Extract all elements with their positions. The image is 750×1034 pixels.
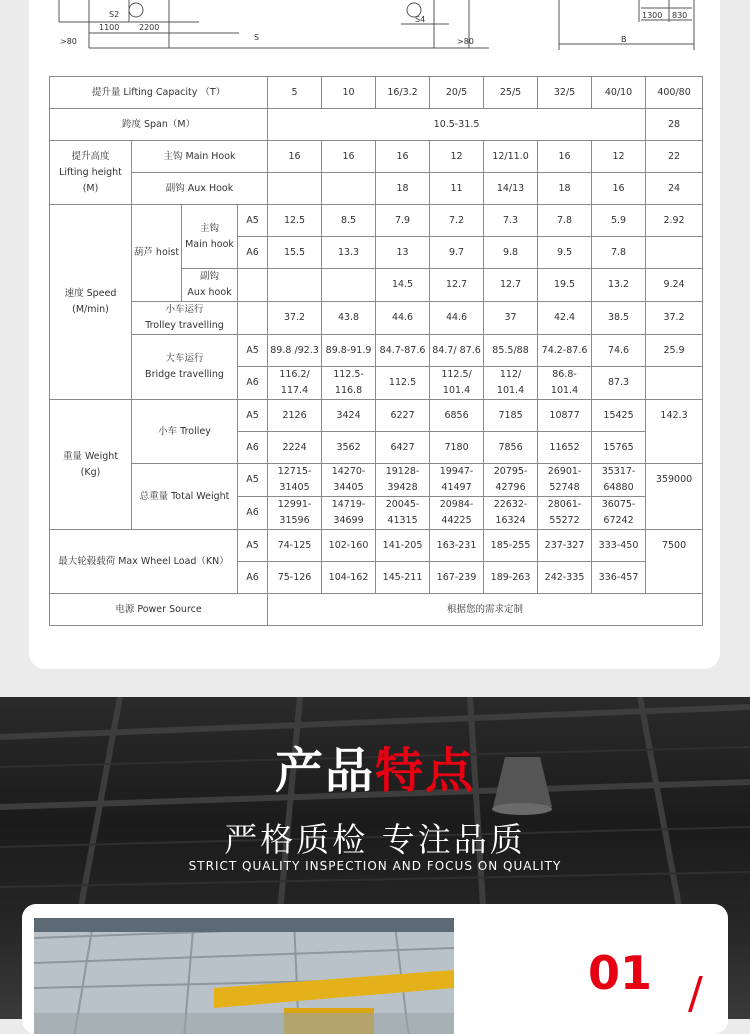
speed-cell <box>646 367 703 400</box>
class-label: A6 <box>238 497 268 530</box>
speed-cell: 14.5 <box>376 269 430 302</box>
aux-hook-cell <box>322 173 376 205</box>
speed-cell: 12.5 <box>268 205 322 237</box>
weight-cell: 12715- 31405 <box>268 464 322 497</box>
speed-cell: 112/ 101.4 <box>484 367 538 400</box>
main-hook-cell: 16 <box>268 141 322 173</box>
class-label: A5 <box>238 205 268 237</box>
aux-hook-label: 副钩 Aux Hook <box>132 173 268 205</box>
capacity-cell: 5 <box>268 77 322 109</box>
speed-cell: 89.8 /92.3 <box>268 335 322 367</box>
weight-cell: 15765 <box>592 432 646 464</box>
speed-cell: 37.2 <box>268 302 322 335</box>
weight-label: 重量 Weight (Kg) <box>50 400 132 530</box>
crane-dimension-drawing <box>29 0 720 62</box>
load-cell: 333-450 <box>592 530 646 562</box>
dim-830: 830 <box>672 11 688 20</box>
speed-cell: 112.5 <box>376 367 430 400</box>
weight-cell: 36075- 67242 <box>592 497 646 530</box>
class-label: A5 <box>238 335 268 367</box>
weight-cell: 3424 <box>322 400 376 432</box>
spec-card <box>29 0 720 669</box>
main-hook-cell: 22 <box>646 141 703 173</box>
weight-cell: 142.3 <box>646 400 703 464</box>
row-span <box>50 109 703 141</box>
speed-cell: 9.24 <box>646 269 703 302</box>
speed-cell: 9.7 <box>430 237 484 269</box>
load-cell: 104-162 <box>322 562 376 594</box>
speed-cell: 42.4 <box>538 302 592 335</box>
speed-cell: 25.9 <box>646 335 703 367</box>
weight-cell: 3562 <box>322 432 376 464</box>
load-cell: 336-457 <box>592 562 646 594</box>
weight-cell: 20795- 42796 <box>484 464 538 497</box>
speed-cell: 37.2 <box>646 302 703 335</box>
capacity-cell: 16/3.2 <box>376 77 430 109</box>
weight-cell: 6227 <box>376 400 430 432</box>
aux-hook-cell <box>268 173 322 205</box>
weight-cell: 22632- 16324 <box>484 497 538 530</box>
load-cell: 237-327 <box>538 530 592 562</box>
class-label: A6 <box>238 237 268 269</box>
speed-cell: 7.3 <box>484 205 538 237</box>
speed-cell: 8.5 <box>322 205 376 237</box>
class-label: A5 <box>238 464 268 497</box>
weight-cell: 359000 <box>646 464 703 530</box>
speed-cell: 7.2 <box>430 205 484 237</box>
hoist-main-hook-label: 主钩 Main hook <box>182 205 238 269</box>
dim-s2: S2 <box>109 10 120 19</box>
load-cell: 242-335 <box>538 562 592 594</box>
weight-cell: 7856 <box>484 432 538 464</box>
dim-1100: 1100 <box>99 23 120 32</box>
features-subtitle: 严格质检 专注品质 <box>224 820 526 859</box>
crane-photo <box>34 918 454 1034</box>
weight-cell: 12991- 31596 <box>268 497 322 530</box>
speed-cell: 7.8 <box>538 205 592 237</box>
speed-cell: 19.5 <box>538 269 592 302</box>
capacity-cell: 10 <box>322 77 376 109</box>
speed-cell: 87.3 <box>592 367 646 400</box>
speed-cell <box>646 237 703 269</box>
main-hook-cell: 16 <box>538 141 592 173</box>
speed-cell: 13.3 <box>322 237 376 269</box>
weight-cell: 35317- 64880 <box>592 464 646 497</box>
feature-number: 01 <box>588 946 653 1000</box>
weight-cell: 20984- 44225 <box>430 497 484 530</box>
weight-cell: 6856 <box>430 400 484 432</box>
aux-hook-cell: 18 <box>538 173 592 205</box>
load-cell: 75-126 <box>268 562 322 594</box>
weight-cell: 7185 <box>484 400 538 432</box>
load-cell: 102-160 <box>322 530 376 562</box>
load-cell: 145-211 <box>376 562 430 594</box>
features-subtitle-en: STRICT QUALITY INSPECTION AND FOCUS ON QUALITY <box>188 859 562 873</box>
load-cell: 7500 <box>646 530 703 594</box>
load-cell: 74-125 <box>268 530 322 562</box>
dim-b: B <box>621 35 627 44</box>
load-cell: 167-239 <box>430 562 484 594</box>
capacity-cell: 40/10 <box>592 77 646 109</box>
speed-cell: 74.6 <box>592 335 646 367</box>
main-hook-cell: 12 <box>430 141 484 173</box>
class-label: A6 <box>238 562 268 594</box>
dim-2200: 2200 <box>139 23 160 32</box>
class-label: A6 <box>238 367 268 400</box>
trolley-weight-label: 小车 Trolley <box>132 400 238 464</box>
row-main-hook <box>50 141 703 173</box>
speed-cell: 86.8- 101.4 <box>538 367 592 400</box>
trolley-travel-label: 小车运行 Trolley travelling <box>132 302 238 335</box>
dim-s4: S4 <box>415 15 426 24</box>
weight-cell: 2224 <box>268 432 322 464</box>
row-wheel-load-a5 <box>50 530 703 562</box>
weight-cell: 14719- 34699 <box>322 497 376 530</box>
weight-cell: 26901- 52748 <box>538 464 592 497</box>
class-label: A5 <box>238 530 268 562</box>
row-trolley-weight-a5 <box>50 400 703 432</box>
power-label: 电源 Power Source <box>50 594 268 626</box>
speed-cell: 85.5/88 <box>484 335 538 367</box>
speed-cell: 9.5 <box>538 237 592 269</box>
speed-cell: 12.7 <box>484 269 538 302</box>
load-cell: 163-231 <box>430 530 484 562</box>
wheel-load-label: 最大轮毂载荷 Max Wheel Load（KN） <box>50 530 238 594</box>
speed-cell: 37 <box>484 302 538 335</box>
speed-cell: 5.9 <box>592 205 646 237</box>
main-hook-cell: 12 <box>592 141 646 173</box>
span-label: 跨度 Span（M） <box>50 109 268 141</box>
weight-cell: 11652 <box>538 432 592 464</box>
capacity-cell: 20/5 <box>430 77 484 109</box>
row-power <box>50 594 703 626</box>
aux-hook-cell: 14/13 <box>484 173 538 205</box>
speed-label: 速度 Speed (M/min) <box>50 205 132 400</box>
span-cell: 28 <box>646 109 703 141</box>
capacity-cell: 400/80 <box>646 77 703 109</box>
speed-cell: 7.8 <box>592 237 646 269</box>
speed-cell: 7.9 <box>376 205 430 237</box>
row-total-weight-a5 <box>50 464 703 497</box>
speed-cell: 13.2 <box>592 269 646 302</box>
weight-cell: 2126 <box>268 400 322 432</box>
speed-cell: 2.92 <box>646 205 703 237</box>
load-cell: 189-263 <box>484 562 538 594</box>
hoist-label: 葫芦 hoist <box>132 205 182 302</box>
row-hoist-main-a5 <box>50 205 703 237</box>
weight-cell: 19947- 41497 <box>430 464 484 497</box>
aux-hook-cell: 11 <box>430 173 484 205</box>
class-label-empty <box>238 269 268 302</box>
aux-hook-cell: 24 <box>646 173 703 205</box>
speed-cell: 112.5- 116.8 <box>322 367 376 400</box>
speed-cell: 9.8 <box>484 237 538 269</box>
weight-cell: 28061- 55272 <box>538 497 592 530</box>
capacity-cell: 32/5 <box>538 77 592 109</box>
main-hook-cell: 16 <box>322 141 376 173</box>
speed-cell: 84.7/ 87.6 <box>430 335 484 367</box>
dim-gt80-left: >80 <box>60 37 77 46</box>
weight-cell: 14270- 34405 <box>322 464 376 497</box>
features-title: 产品特点 <box>274 743 476 799</box>
main-hook-cell: 12/11.0 <box>484 141 538 173</box>
total-weight-label: 总重量 Total Weight <box>132 464 238 530</box>
speed-cell: 74.2-87.6 <box>538 335 592 367</box>
feature-slash: / <box>688 968 703 1019</box>
row-bridge-a5 <box>50 335 703 367</box>
speed-cell: 116.2/ 117.4 <box>268 367 322 400</box>
dim-1300: 1300 <box>642 11 663 20</box>
dim-gt80-right: >80 <box>457 37 474 46</box>
weight-cell: 7180 <box>430 432 484 464</box>
dim-s: S <box>254 33 260 42</box>
height-label: 提升高度 Lifting height (M) <box>50 141 132 205</box>
load-cell: 185-255 <box>484 530 538 562</box>
weight-cell: 19128- 39428 <box>376 464 430 497</box>
class-label: A5 <box>238 400 268 432</box>
capacity-cell: 25/5 <box>484 77 538 109</box>
speed-cell: 15.5 <box>268 237 322 269</box>
load-cell: 141-205 <box>376 530 430 562</box>
hoist-aux-hook-label: 副钩 Aux hook <box>182 269 238 302</box>
speed-cell: 84.7-87.6 <box>376 335 430 367</box>
weight-cell: 15425 <box>592 400 646 432</box>
bridge-travel-label: 大车运行 Bridge travelling <box>132 335 238 400</box>
row-trolley-speed <box>50 302 703 335</box>
speed-cell: 12.7 <box>430 269 484 302</box>
main-hook-cell: 16 <box>376 141 430 173</box>
spec-table <box>49 76 703 626</box>
row-aux-hook <box>50 173 703 205</box>
class-label: A6 <box>238 432 268 464</box>
aux-hook-cell: 16 <box>592 173 646 205</box>
span-range: 10.5-31.5 <box>268 109 646 141</box>
speed-cell: 38.5 <box>592 302 646 335</box>
weight-cell: 20045- 41315 <box>376 497 430 530</box>
speed-cell: 43.8 <box>322 302 376 335</box>
speed-cell: 112.5/ 101.4 <box>430 367 484 400</box>
speed-cell <box>322 269 376 302</box>
speed-cell: 44.6 <box>430 302 484 335</box>
aux-hook-cell: 18 <box>376 173 430 205</box>
speed-cell: 44.6 <box>376 302 430 335</box>
main-hook-label: 主钩 Main Hook <box>132 141 268 173</box>
speed-cell: 13 <box>376 237 430 269</box>
capacity-label: 提升量 Lifting Capacity （T） <box>50 77 268 109</box>
speed-cell: 89.8-91.9 <box>322 335 376 367</box>
weight-cell: 6427 <box>376 432 430 464</box>
power-value: 根据您的需求定制 <box>268 594 703 626</box>
speed-cell <box>268 269 322 302</box>
row-capacity <box>50 77 703 109</box>
class-label-empty <box>238 302 268 335</box>
weight-cell: 10877 <box>538 400 592 432</box>
